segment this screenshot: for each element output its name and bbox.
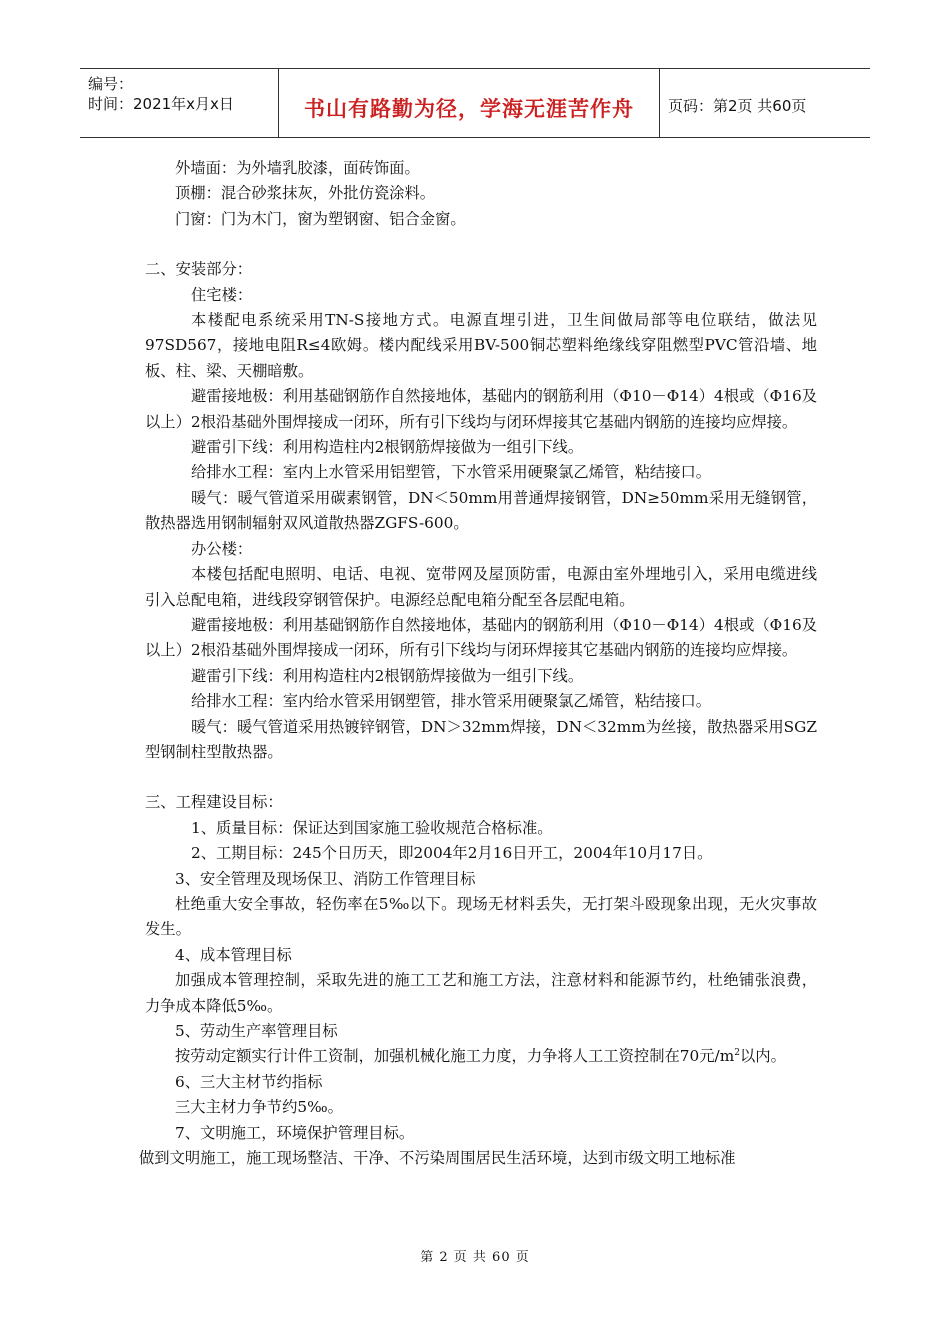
spacer — [145, 765, 817, 790]
paragraph-office-power: 本楼包括配电照明、电话、电视、宽带网及屋顶防雷，电源由室外埋地引入，采用电缆进线引入总配电箱，进线段穿钢管保护。电源经总配电箱分配至各层配电箱。 — [145, 565, 817, 609]
goal-safety-text: 杜绝重大安全事故，轻伤率在5‰以下。现场无材料丢失，无打架斗殴现象出现，无火灾事故发生。 — [145, 894, 817, 939]
subheading-office: 办公楼： — [191, 539, 253, 558]
page-header — [80, 68, 870, 138]
goal-cost-heading: 4、成本管理目标 — [175, 945, 292, 964]
header-motto-cell — [279, 69, 660, 137]
goal-cost-text: 加强成本管理控制，采取先进的施工工艺和施工方法，注意材料和能源节约，杜绝铺张浪费，力争成本降低5‰。 — [145, 971, 817, 1015]
goal-productivity-heading: 5、劳动生产率管理目标 — [175, 1022, 338, 1040]
paragraph-office-heating: 暖气：暖气管道采用热镀锌钢管，DN＞32mm焊接，DN＜32mm为丝接，散热器采用SGZ型钢制柱型散热器。 — [145, 717, 817, 761]
paragraph-residential-power: 本楼配电系统采用TN-S接地方式。电源直埋引进，卫生间做局部等电位联结，做法见97SD567，接地电阻R≤4欧姆。楼内配线采用BV-500铜芯塑料绝缘线穿阻燃型PVC管沿墙、地板、柱、梁、天棚暗敷。 — [145, 311, 817, 380]
goal-productivity-text — [145, 1044, 817, 1069]
document-body — [139, 156, 817, 1171]
paragraph-office-plumbing: 给排水工程：室内给水管采用钢塑管，排水管采用硬聚氯乙烯管，粘结接口。 — [191, 692, 712, 711]
document-date-label: 时间：2021年x月x日 — [88, 95, 234, 113]
goal-materials-heading: 6、三大主材节约指标 — [175, 1072, 323, 1091]
section-heading-goals: 三、工程建设目标： — [145, 793, 283, 812]
paragraph-residential-grounding: 避雷接地极：利用基础钢筋作自然接地体，基础内的钢筋利用（Φ10－Φ14）4根或（Φ16及以上）2根沿基础外围焊接成一闭环，所有引下线均与闭环焊接其它基础内钢筋的连接均应焊接。 — [145, 387, 817, 431]
superscript-squared: 2 — [734, 1048, 740, 1059]
header-meta-cell — [80, 69, 279, 137]
paragraph-doors-windows: 门窗：门为木门，窗为塑钢窗、铝合金窗。 — [175, 209, 466, 228]
goal-schedule: 2、工期目标：245个日历天，即2004年2月16日开工，2004年10月17日。 — [191, 844, 713, 863]
paragraph-exterior-wall: 外墙面：为外墙乳胶漆，面砖饰面。 — [175, 159, 420, 177]
goal-productivity-tail: 以内。 — [739, 1047, 786, 1066]
paragraph-office-grounding: 避雷接地极：利用基础钢筋作自然接地体，基础内的钢筋利用（Φ10－Φ14）4根或（Φ16及以上）2根沿基础外围焊接成一闭环，所有引下线均与闭环焊接其它基础内钢筋的连接均应焊接。 — [145, 615, 817, 660]
header-motto: 书山有路勤为径，学海无涯苦作舟 — [304, 97, 634, 121]
paragraph-residential-downlead: 避雷引下线：利用构造柱内2根钢筋焊接做为一组引下线。 — [191, 438, 584, 457]
spacer — [145, 232, 817, 257]
paragraph-office-downlead: 避雷引下线：利用构造柱内2根钢筋焊接做为一组引下线。 — [191, 666, 584, 685]
goal-civilized-heading: 7、文明施工，环境保护管理目标。 — [175, 1123, 415, 1142]
goal-civilized-text: 做到文明施工，施工现场整洁、干净、不污染周围居民生活环境，达到市级文明工地标准 — [139, 1149, 736, 1168]
goal-materials-text: 三大主材力争节约5‰。 — [175, 1098, 343, 1117]
paragraph-residential-plumbing: 给排水工程：室内上水管采用铝塑管，下水管采用硬聚氯乙烯管，粘结接口。 — [191, 463, 712, 482]
goal-productivity-main: 按劳动定额实行计件工资制，加强机械化施工力度，力争将人工工资控制在70元/m — [175, 1047, 735, 1066]
paragraph-residential-heating: 暖气：暖气管道采用碳素钢管，DN＜50mm用普通焊接钢管，DN≥50mm采用无缝钢管，散热器选用钢制辐射双风道散热器ZGFS-600。 — [145, 488, 817, 533]
goal-safety-heading: 3、安全管理及现场保卫、消防工作管理目标 — [175, 869, 476, 888]
header-page-cell — [660, 69, 870, 137]
document-number-label: 编号： — [88, 75, 134, 93]
section-heading-installation: 二、安装部分： — [145, 260, 253, 279]
page-footer: 第 2 页 共 60 页 — [420, 1250, 530, 1265]
paragraph-ceiling: 顶棚：混合砂浆抹灰，外批仿瓷涂料。 — [175, 184, 436, 203]
subheading-residential: 住宅楼： — [191, 285, 253, 304]
header-page-info: 页码：第2页 共60页 — [668, 97, 807, 115]
goal-quality: 1、质量目标：保证达到国家施工验收规范合格标准。 — [191, 818, 553, 837]
